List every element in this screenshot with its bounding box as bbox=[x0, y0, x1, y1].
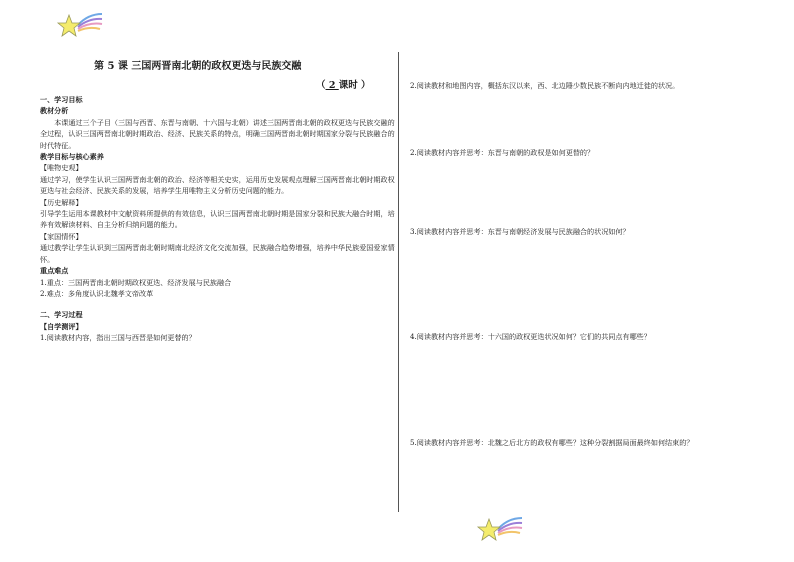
question-4: 4.阅读教材内容并思考：十六国的政权更迭状况如何？它们的共同点有哪些？ bbox=[410, 332, 651, 341]
patriotism-paragraph: 通过教学让学生认识到三国两晋南北朝时期南北经济文化交流加强，民族融合趋势增强，培养中华民族爱国爱家情怀。 bbox=[40, 243, 395, 264]
analysis-paragraph: 本课通过三个子目（三国与西晋、东晋与南朝、十六国与北朝）讲述三国两晋南北朝的政权更迭与民族交融的全过程，认识三国两晋南北朝时期政治、经济、民族关系的特点，明确三国两晋南北朝时期国家分裂与民族融合的时代特征。 bbox=[40, 117, 395, 150]
shooting-star-icon bbox=[476, 514, 524, 546]
interpretation-paragraph: 引导学生运用本课教材中文献资料所提供的有效信息，认识三国两晋南北朝时期是国家分裂和民族大融合时期，培养有效解读材料、自主分析归纳问题的能力。 bbox=[40, 209, 395, 230]
period-close: 课时 ） bbox=[338, 80, 371, 91]
column-divider bbox=[398, 52, 399, 512]
heading-key-points: 重点难点 bbox=[40, 266, 69, 276]
heading-self-test: 【自学测评】 bbox=[40, 321, 83, 331]
lesson-period bbox=[316, 77, 371, 91]
shooting-star-icon bbox=[56, 10, 104, 42]
question-1: 1.阅读教材内容，指出三国与西晋是如何更替的？ bbox=[40, 333, 196, 343]
key-point-1: 1.重点：三国两晋南北朝时期政权更迭、经济发展与民族融合 bbox=[40, 277, 232, 287]
heading-patriotism: 【家国情怀】 bbox=[40, 231, 83, 241]
page-title: 第 5 课 三国两晋南北朝的政权更迭与民族交融 bbox=[94, 61, 302, 72]
period-number: 2 bbox=[325, 80, 339, 91]
question-2-migration: 2.阅读教材和地图内容，概括东汉以来，西、北边陲少数民族不断向内地迁徙的状况。 bbox=[410, 81, 680, 90]
key-point-2: 2.难点：多角度认识北魏孝文帝改革 bbox=[40, 288, 154, 298]
period-open: （ bbox=[316, 80, 326, 91]
heading-materialism: 【唯物史观】 bbox=[40, 163, 83, 173]
question-2-eastern-jin: 2.阅读教材内容并思考：东晋与南朝的政权是如何更替的？ bbox=[410, 148, 595, 157]
heading-interpretation: 【历史解释】 bbox=[40, 197, 83, 207]
question-3: 3.阅读教材内容并思考：东晋与南朝经济发展与民族融合的状况如何？ bbox=[410, 227, 630, 236]
left-column bbox=[40, 94, 396, 344]
section-heading-goals: 一、学习目标 bbox=[40, 95, 83, 104]
question-5: 5.阅读教材内容并思考：北魏之后北方的政权有哪些？这种分裂割据局面最终如何结束的？ bbox=[410, 438, 694, 447]
section-heading-process: 二、学习过程 bbox=[40, 310, 83, 320]
materialism-paragraph: 通过学习，使学生认识三国两晋南北朝的政治、经济等相关史实，运用历史发展观点理解三国两晋南北朝时期政权更迭与社会经济、民族关系的发展，培养学生用唯物主义分析历史问题的能力。 bbox=[40, 174, 395, 196]
heading-analysis: 教材分析 bbox=[40, 106, 69, 116]
heading-goals-literacy: 教学目标与核心素养 bbox=[40, 152, 104, 162]
